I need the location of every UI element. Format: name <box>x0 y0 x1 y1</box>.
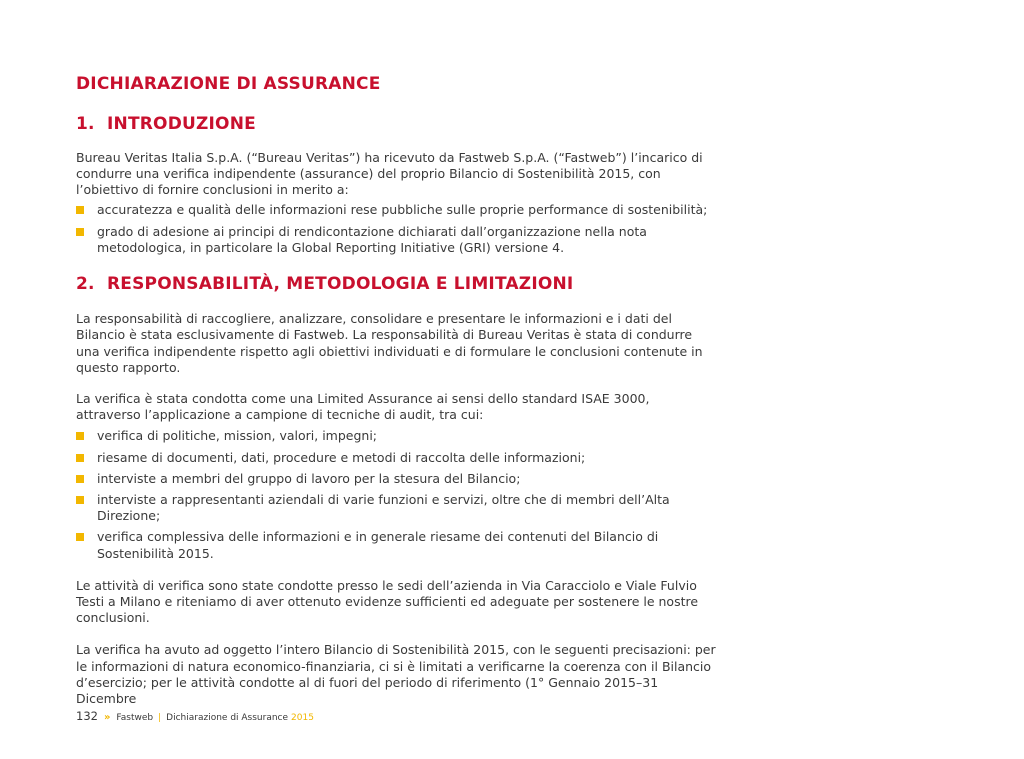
section-1-title: INTRODUZIONE <box>107 114 256 134</box>
list-item: interviste a rappresentanti aziendali di varie funzioni e servizi, oltre che di membri dell’Alta Direzione; <box>76 492 716 524</box>
section-2-heading <box>76 273 716 295</box>
page-title: DICHIARAZIONE DI ASSURANCE <box>76 74 381 94</box>
square-bullet-icon <box>76 475 84 483</box>
double-chevron-icon: » <box>103 712 111 723</box>
square-bullet-icon <box>76 432 84 440</box>
footer-separator: | <box>158 713 162 723</box>
square-bullet-icon <box>76 206 84 214</box>
list-item: verifica di politiche, mission, valori, impegni; <box>76 428 716 444</box>
section-2-paragraph-4: La verifica ha avuto ad oggetto l’intero Bilancio di Sostenibilità 2015, con le seguenti precisazioni: per le informazioni di natura economico-finanziaria, ci si è limitati a verificarne la coerenza con il Bilancio d’esercizio; per le attività condotte al di fuori del periodo di riferimento (1° Gennaio 2015–31 Dicembre <box>76 642 716 707</box>
section-2-paragraph-2: La verifica è stata condotta come una Limited Assurance ai sensi dello standard ISAE 3000, attraverso l’applicazione a campione di tecniche di audit, tra cui: <box>76 391 650 423</box>
section-1-heading <box>76 113 716 135</box>
footer-doc-title: Dichiarazione di Assurance <box>166 713 289 723</box>
footer-year: 2015 <box>291 713 314 723</box>
page-number: 132 <box>76 709 98 723</box>
section-2-number: 2. <box>76 274 95 295</box>
section-1-number: 1. <box>76 114 95 134</box>
section-2-bullet-list <box>76 428 716 561</box>
footer-brand: Fastweb <box>116 713 154 723</box>
section-1-paragraph: Bureau Veritas Italia S.p.A. (“Bureau Veritas”) ha ricevuto da Fastweb S.p.A. (“Fastweb”) l’incarico di condurre una verifica indipendente (assurance) del proprio Bilancio di Sostenibilità 2015, con l’obiettivo di fornire conclusioni in merito a: <box>76 150 703 198</box>
list-item: grado di adesione ai principi di rendicontazione dichiarati dall’organizzazione nella nota metodologica, in particolare la Global Reporting Initiative (GRI) versione 4. <box>76 224 716 256</box>
section-2-paragraph-1: La responsabilità di raccogliere, analizzare, consolidare e presentare le informazioni e i dati del Bilancio è stata esclusivamente di Fastweb. La responsabilità di Bureau Veritas è stata di condurre una verifica indipendente rispetto agli obiettivi individuati e di formulare le conclusioni contenute in questo rapporto. <box>76 311 703 375</box>
list-item: accuratezza e qualità delle informazioni rese pubbliche sulle proprie performance di sostenibilità; <box>76 202 716 218</box>
list-item: verifica complessiva delle informazioni e in generale riesame dei contenuti del Bilancio di Sostenibilità 2015. <box>76 529 716 561</box>
list-item: riesame di documenti, dati, procedure e metodi di raccolta delle informazioni; <box>76 450 716 466</box>
square-bullet-icon <box>76 228 84 236</box>
page-footer <box>76 709 314 723</box>
square-bullet-icon <box>76 496 84 504</box>
page-content <box>76 73 716 707</box>
square-bullet-icon <box>76 454 84 462</box>
section-1-bullet-list <box>76 202 716 257</box>
section-2-title: RESPONSABILITÀ, METODOLOGIA E LIMITAZIONI <box>107 274 574 295</box>
section-2-paragraph-3: Le attività di verifica sono state condotte presso le sedi dell’azienda in Via Caracciolo e Viale Fulvio Testi a Milano e riteniamo di aver ottenuto evidenze sufficienti ed adeguate per sostenere le nostre conclusioni. <box>76 577 699 626</box>
square-bullet-icon <box>76 533 84 541</box>
list-item: interviste a membri del gruppo di lavoro per la stesura del Bilancio; <box>76 471 716 487</box>
